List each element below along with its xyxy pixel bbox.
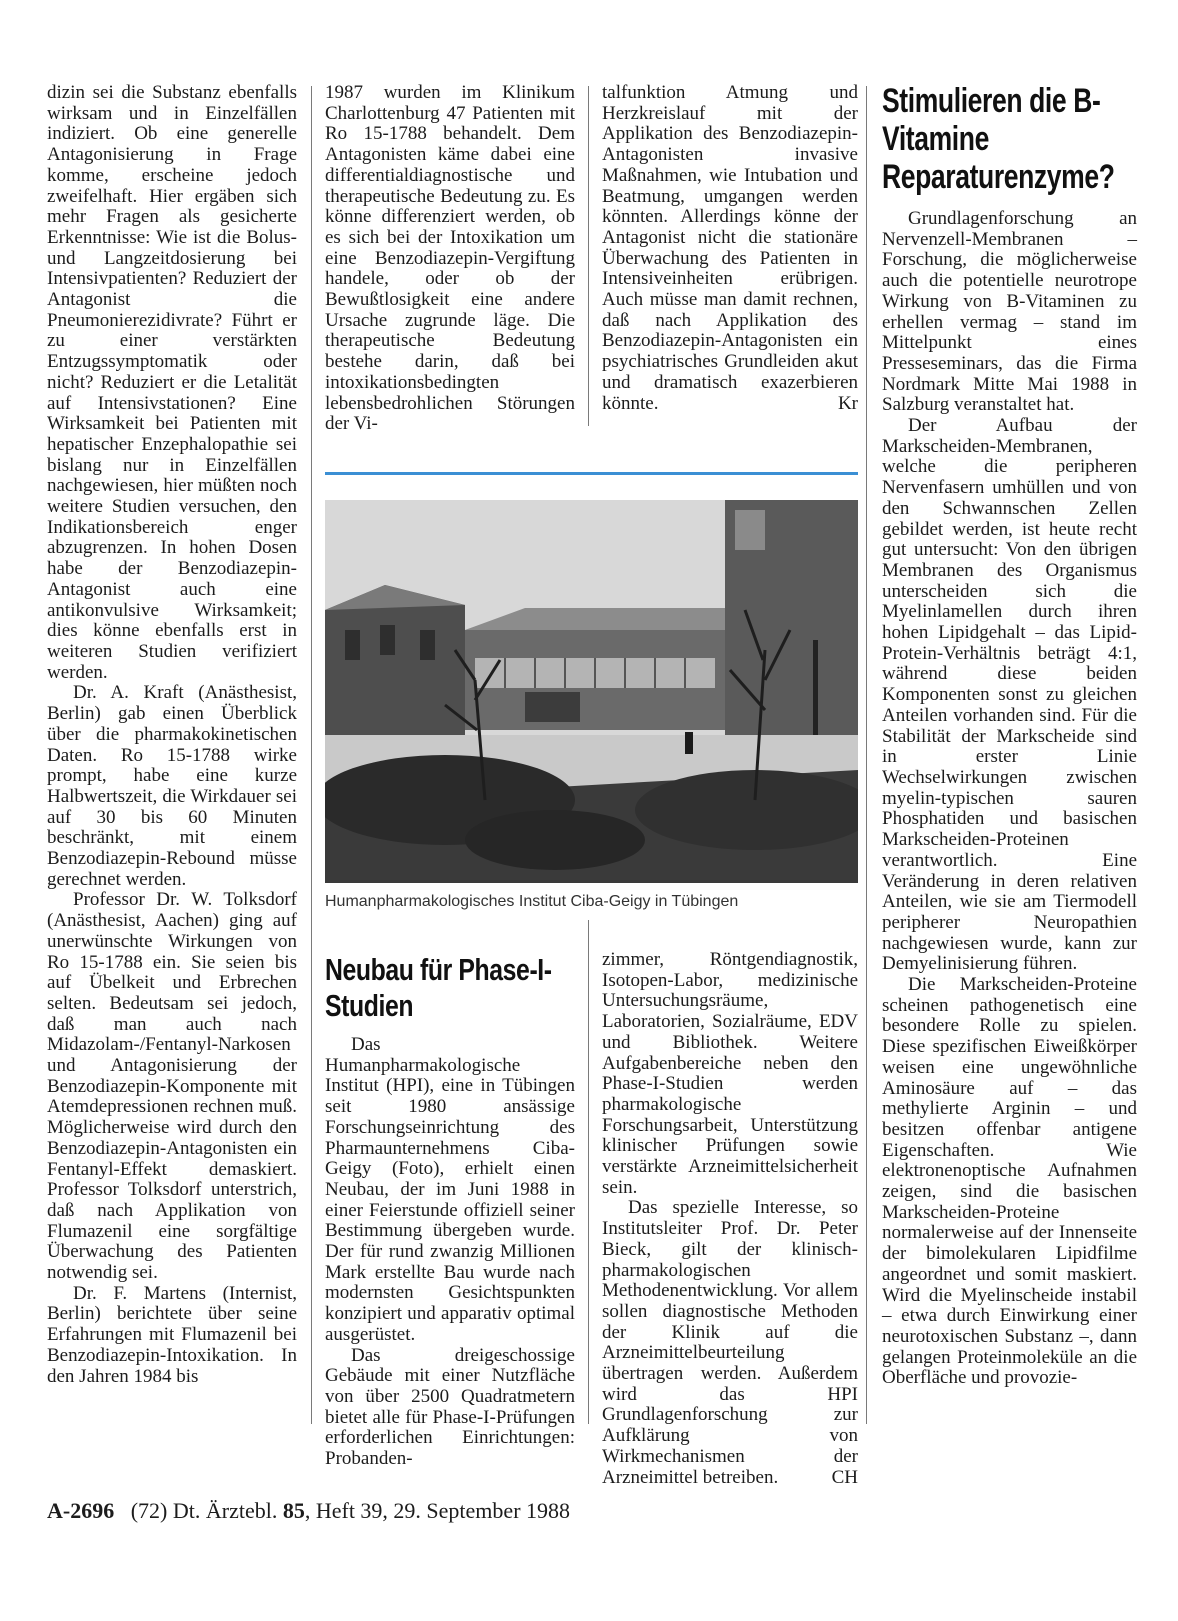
article-column-2 — [325, 83, 575, 435]
page-footer — [47, 1498, 570, 1524]
building-photo — [325, 500, 858, 883]
paragraph: Das Humanpharmakologische Institut (HPI), eine in Tübingen seit 1980 ansässige Forschungseinrichtung des Pharmaunternehmens Ciba-Geigy (Foto), erhielt einen Neubau, der im Juni 1988 in einer Feierstunde offiziell seiner Bestimmung übergeben wurde. Der für rund zwanzig Millionen Mark erstellte Bau wurde nach modernsten Gesichtspunkten konzipiert und apparativ optimal ausgerüstet. — [325, 1034, 575, 1345]
photo-caption: Humanpharmakologisches Institut Ciba-Geigy in Tübingen — [325, 893, 739, 910]
paragraph: Das spezielle Interesse, so Institutsleiter Prof. Dr. Peter Bieck, gilt der klinisch-pharmakologischen Methodenentwicklung. Vor allem sollen diagnostische Methoden der Klinik auf die Arzneimittelbeurteilung übertragen werden. Außerdem wird das HPI Grundlagenforschung zur Aufklärung von Wirkmechanismen der Arzneimittel betreiben. CH — [602, 1197, 858, 1488]
column-divider — [311, 86, 312, 1424]
article-headline: Stimulieren die B-Vitamine Reparaturenzyme? — [882, 82, 1115, 196]
paragraph: Professor Dr. W. Tolksdorf (Anästhesist, Aachen) ging auf unerwünschte Wirkungen von Ro 15-1788 ein. Sie seien bis auf Übelkeit und Erbrechen selten. Bedeutsam sei jedoch, daß man auch nach Midazolam-/Fentanyl-Narkosen und Antagonisierung der Benzodiazepin-Komponente mit Atemdepressionen rechnen muß. Möglicherweise wird durch den Benzodiazepin-Antagonisten ein Fentanyl-Effekt demaskiert. Professor Tolksdorf unterstrich, daß nach Applikation von Flumazenil eine sorgfältige Überwachung des Patienten notwendig sei. — [47, 889, 297, 1284]
paragraph: Die Markscheiden-Proteine scheinen pathogenetisch eine besondere Rolle zu spielen. Diese spezifischen Eiweißkörper weisen eine ungewöhnliche Aminosäure auf – das methylierte Arginin – und besitzen offenbar antigene Eigenschaften. Wie elektronenoptische Aufnahmen zeigen, sind die basischen Markscheiden-Proteine normalerweise auf der Innenseite der bimolekularen Lipidfilme angeordnet und somit maskiert. Wird die Myelinscheide instabil – etwa durch Einwirkung einer neurotoxischen Substanz –, dann gelangen Proteinmoleküle an die Oberfläche und provozie- — [882, 974, 1137, 1389]
news-column-2 — [602, 950, 858, 1488]
section-divider — [325, 472, 858, 475]
paragraph: Grundlagenforschung an Nervenzell-Membranen – Forschung, die möglicherweise auch die potentielle neurotrope Wirkung von B-Vitaminen zu erhellen vermag – stand im Mittelpunkt eines Presseseminars, das die Firma Nordmark Mitte Mai 1988 in Salzburg veranstaltet hat. — [882, 208, 1137, 416]
news-headline: Neubau für Phase-I-Studien — [325, 952, 552, 1023]
page-number: A-2696 — [47, 1498, 115, 1523]
author-signature: Kr — [837, 392, 858, 414]
paragraph: Dr. A. Kraft (Anästhesist, Berlin) gab einen Überblick über die pharmakokinetischen Daten. Ro 15-1788 wirke prompt, habe eine kurze Halbwertszeit, die Wirkdauer sei auf 30 bis 60 Minuten beschränkt, mit einem Benzodiazepin-Rebound müsse gerechnet werden. — [47, 682, 297, 890]
article-column-3 — [602, 83, 858, 414]
paragraph: Das dreigeschossige Gebäude mit einer Nutzfläche von über 2500 Quadratmetern bietet alle für Phase-I-Prüfungen erforderlichen Einrichtungen: Probanden- — [325, 1344, 575, 1470]
article-column-right — [882, 209, 1137, 1389]
issue-date: , Heft 39, 29. September 1988 — [304, 1498, 571, 1523]
column-divider — [866, 86, 867, 1424]
paragraph: Der Aufbau der Markscheiden-Membranen, welche die peripheren Nervenfasern umhüllen und von den Schwannschen Zellen gebildet werden, ist heute recht gut untersucht: Von den übrigen Membranen des Organismus unterscheiden sich die Myelinlamellen durch ihren hohen Lipidgehalt – das Lipid-Protein-Verhältnis beträgt 4:1, während diese beiden Komponenten sonst zu gleichen Anteilen vorhanden sind. Für die Stabilität der Markscheide sind in erster Linie Wechselwirkungen zwischen myelin-typischen sauren Phosphatiden und basischen Markscheiden-Proteinen verantwortlich. Eine Veränderung in deren relativen Anteilen, wie sie am Tiermodell peripherer Neuropathien nachgewiesen wurde, kann zur Demyelinisierung führen. — [882, 415, 1137, 975]
paragraph: zimmer, Röntgendiagnostik, Isotopen-Labor, medizinische Untersuchungsräume, Laboratorien, Sozialräume, EDV und Bibliothek. Weitere Aufgabenbereiche neben den Phase-I-Studien werden pharmakologische Forschungsarbeit, Unterstützung klinischer Prüfungen sowie verstärkte Arzneimittelsicherheit sein. — [602, 949, 858, 1198]
news-column-1 — [325, 1035, 575, 1470]
paragraph: Dr. F. Martens (Internist, Berlin) berichtete über seine Erfahrungen mit Flumazenil bei Benzodiazepin-Intoxikation. In den Jahren 1984 bis — [47, 1282, 297, 1387]
volume-number: 85 — [282, 1498, 305, 1523]
paragraph: dizin sei die Substanz ebenfalls wirksam und in Einzelfällen indiziert. Ob eine generelle Antagonisierung in Frage komme, erscheine jedoch zweifelhaft. Hier ergäben sich mehr Fragen als gesicherte Erkenntnisse: Wie ist die Bolus- und Langzeitdosierung bei Intensivpatienten? Reduziert der Antagonist die Pneumonierezidivrate? Führt er zu einer verstärkten Entzugssymptomatik oder nicht? Reduziert er die Letalität auf Intensivstationen? Eine Wirksamkeit bei Patienten mit hepatischer Enzephalopathie sei bislang nur in Einzelfällen nachgewiesen, hier müßten noch weitere Studien versuchen, den Indikationsbereich enger abzugrenzen. In hohen Dosen habe der Benzodiazepin-Antagonist auch eine antikonvulsive Wirksamkeit; dies könne ebenfalls erst in weiteren Studien verifiziert werden. — [47, 82, 297, 683]
author-signature: CH — [831, 1466, 858, 1488]
paragraph: talfunktion Atmung und Herzkreislauf mit der Applikation des Benzodiazepin-Antagonisten invasive Maßnahmen, wie Intubation und Beatmung, umgangen werden könnten. Allerdings könne der Antagonist nicht die stationäre Überwachung des Patienten in Intensiveinheiten erübrigen. Auch müsse man damit rechnen, daß nach Applikation des Benzodiazepin-Antagonisten ein psychiatrisches Grundleiden akut und dramatisch exazerbieren könnte. Kr — [602, 82, 858, 414]
column-divider — [588, 920, 589, 1424]
journal-citation: (72) Dt. Ärztebl. — [130, 1498, 278, 1523]
column-divider — [588, 86, 589, 426]
article-column-1 — [47, 83, 297, 1387]
paragraph: 1987 wurden im Klinikum Charlottenburg 47 Patienten mit Ro 15-1788 behandelt. Dem Antagonisten käme dabei eine differentialdiagnostische und therapeutische Bedeutung zu. Es könne differenziert werden, ob es sich bei der Intoxikation um eine Benzodiazepin-Vergiftung handele, oder ob der Bewußtlosigkeit eine andere Ursache zugrunde läge. Die therapeutische Bedeutung bestehe darin, daß bei intoxikationsbedingten lebensbedrohlichen Störungen der Vi- — [325, 82, 575, 435]
